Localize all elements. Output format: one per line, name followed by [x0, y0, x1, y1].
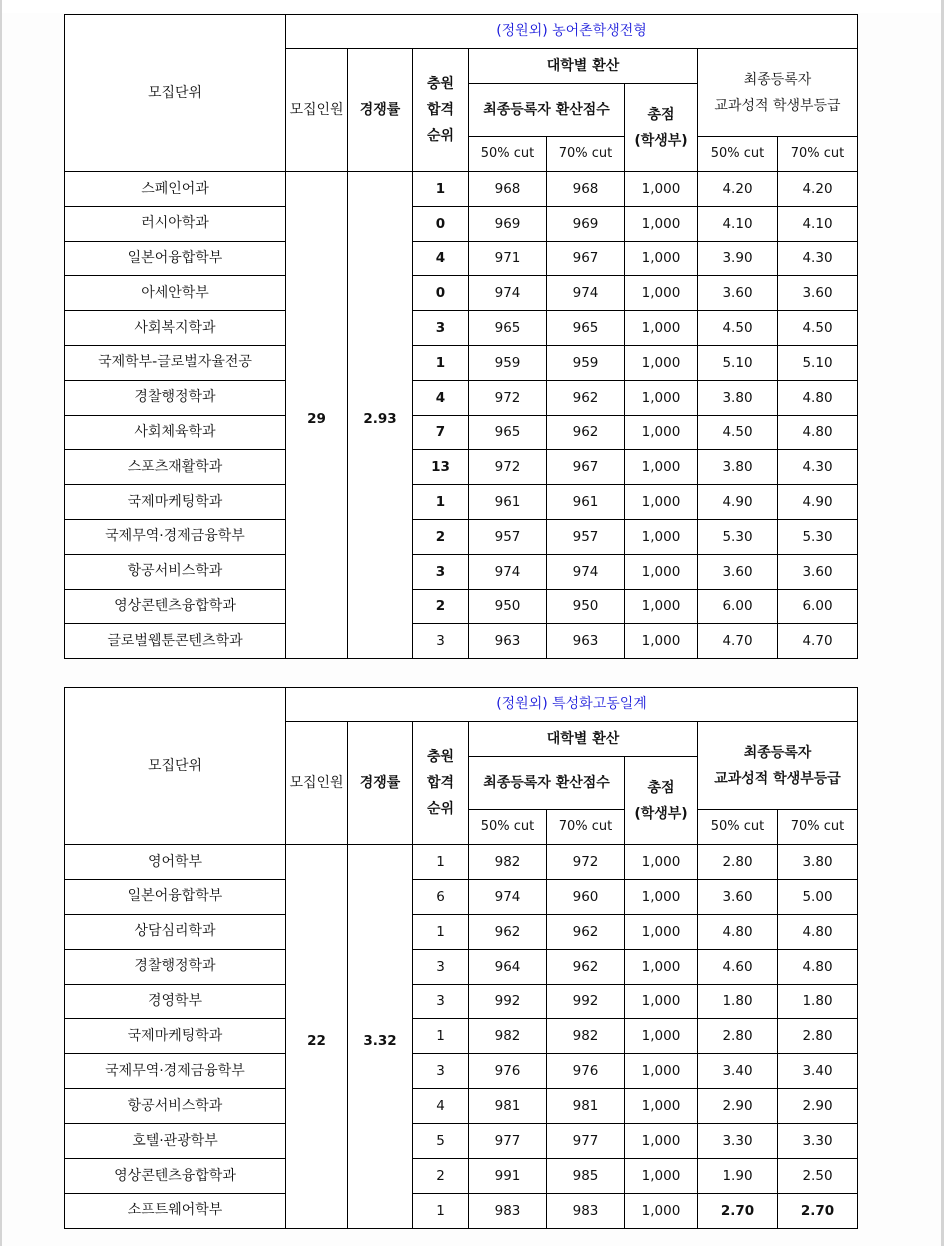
quota-header: 모집인원 — [286, 49, 348, 172]
table-row — [65, 589, 858, 624]
total-score-line2: (학생부) — [634, 805, 688, 822]
grade-70-cut: 4.30 — [778, 241, 858, 276]
final-conversion-score-header: 최종등록자 환산점수 — [469, 84, 625, 137]
grade-70-cut: 4.80 — [778, 380, 858, 415]
score-50-cut: 965 — [469, 415, 547, 450]
table-row — [65, 1089, 858, 1124]
score-50-cut: 969 — [469, 206, 547, 241]
total-score: 1,000 — [625, 172, 698, 207]
rank-value: 6 — [413, 879, 469, 914]
rank-header-line1: 충원 — [426, 76, 455, 92]
total-score-line2: (학생부) — [634, 132, 688, 149]
grade-50-cut: 4.90 — [698, 485, 778, 520]
dept-name: 상담심리학과 — [65, 914, 286, 949]
ratio-value: 2.93 — [348, 172, 413, 659]
score-70-cut: 977 — [547, 1124, 625, 1159]
total-score: 1,000 — [625, 949, 698, 984]
grade-70-cut: 3.30 — [778, 1124, 858, 1159]
score-50-cut: 981 — [469, 1089, 547, 1124]
score-50-cut-header: 50% cut — [469, 810, 547, 845]
table-row — [65, 345, 858, 380]
score-70-cut: 992 — [547, 984, 625, 1019]
rank-header-line2: 합격 — [426, 775, 455, 791]
total-score: 1,000 — [625, 276, 698, 311]
score-70-cut: 974 — [547, 554, 625, 589]
rank-value: 1 — [413, 345, 469, 380]
score-70-cut: 974 — [547, 276, 625, 311]
grade-50-cut: 4.10 — [698, 206, 778, 241]
rank-value: 0 — [413, 206, 469, 241]
score-50-cut: 972 — [469, 380, 547, 415]
table-row — [65, 554, 858, 589]
total-score: 1,000 — [625, 984, 698, 1019]
rank-value: 7 — [413, 415, 469, 450]
grade-50-cut: 5.30 — [698, 519, 778, 554]
unit-header: 모집단위 — [65, 688, 286, 845]
dept-name: 경영학부 — [65, 984, 286, 1019]
table-row — [65, 172, 858, 207]
rank-value: 3 — [413, 554, 469, 589]
grade-70-cut: 4.80 — [778, 949, 858, 984]
rank-header-line3: 순위 — [426, 128, 455, 144]
score-50-cut: 968 — [469, 172, 547, 207]
score-50-cut: 959 — [469, 345, 547, 380]
total-score: 1,000 — [625, 311, 698, 346]
score-70-cut: 976 — [547, 1054, 625, 1089]
total-score: 1,000 — [625, 1193, 698, 1228]
rank-value: 3 — [413, 984, 469, 1019]
table-row — [65, 1054, 858, 1089]
score-50-cut: 974 — [469, 276, 547, 311]
score-50-cut: 974 — [469, 554, 547, 589]
grade-50-cut: 4.80 — [698, 914, 778, 949]
total-score: 1,000 — [625, 519, 698, 554]
table-row — [65, 949, 858, 984]
rank-value: 4 — [413, 1089, 469, 1124]
grade-50-cut: 4.50 — [698, 415, 778, 450]
rank-value: 3 — [413, 1054, 469, 1089]
table-title: (정원외) 농어촌학생전형 — [286, 15, 858, 49]
admissions-table-1 — [64, 14, 858, 659]
dept-name: 국제무역·경제금융학부 — [65, 1054, 286, 1089]
grade-70-cut: 3.60 — [778, 276, 858, 311]
final-registrant-line2: 교과성적 학생부등급 — [714, 770, 841, 787]
rank-value: 13 — [413, 450, 469, 485]
table-row — [65, 845, 858, 880]
dept-name: 항공서비스학과 — [65, 1089, 286, 1124]
dept-name: 소프트웨어학부 — [65, 1193, 286, 1228]
grade-70-cut: 4.70 — [778, 624, 858, 659]
table-row — [65, 879, 858, 914]
grade-50-cut: 3.40 — [698, 1054, 778, 1089]
grade-70-cut: 4.80 — [778, 415, 858, 450]
rank-value: 4 — [413, 241, 469, 276]
grade-70-cut: 4.10 — [778, 206, 858, 241]
rank-value: 3 — [413, 949, 469, 984]
dept-name: 러시아학과 — [65, 206, 286, 241]
grade-50-cut: 3.30 — [698, 1124, 778, 1159]
grade-70-cut: 5.10 — [778, 345, 858, 380]
total-score: 1,000 — [625, 589, 698, 624]
grade-50-cut: 4.50 — [698, 311, 778, 346]
score-70-cut: 981 — [547, 1089, 625, 1124]
dept-name: 국제학부-글로벌자율전공 — [65, 345, 286, 380]
score-50-cut: 977 — [469, 1124, 547, 1159]
rank-value: 3 — [413, 624, 469, 659]
rank-value: 1 — [413, 172, 469, 207]
score-50-cut: 971 — [469, 241, 547, 276]
ratio-value: 3.32 — [348, 845, 413, 1229]
total-score-header — [625, 757, 698, 845]
score-70-cut: 983 — [547, 1193, 625, 1228]
grade-50-cut: 2.80 — [698, 1019, 778, 1054]
dept-name: 국제무역·경제금융학부 — [65, 519, 286, 554]
total-score: 1,000 — [625, 241, 698, 276]
ratio-header: 경쟁률 — [348, 49, 413, 172]
grade-50-cut: 3.60 — [698, 276, 778, 311]
dept-name: 항공서비스학과 — [65, 554, 286, 589]
rank-value: 1 — [413, 845, 469, 880]
grade-50-cut-header: 50% cut — [698, 137, 778, 172]
final-registrant-grade-header — [698, 722, 858, 810]
rank-header-line3: 순위 — [426, 801, 455, 817]
score-70-cut: 959 — [547, 345, 625, 380]
table-row — [65, 984, 858, 1019]
rank-value: 1 — [413, 1193, 469, 1228]
dept-name: 스페인어과 — [65, 172, 286, 207]
dept-name: 사회복지학과 — [65, 311, 286, 346]
table-row — [65, 1124, 858, 1159]
total-score-line1: 총점 — [647, 779, 675, 796]
dept-name: 국제마케팅학과 — [65, 485, 286, 520]
table-row — [65, 1019, 858, 1054]
total-score: 1,000 — [625, 554, 698, 589]
score-70-cut: 962 — [547, 380, 625, 415]
grade-70-cut: 4.80 — [778, 914, 858, 949]
table-row — [65, 206, 858, 241]
grade-50-cut: 4.20 — [698, 172, 778, 207]
grade-70-cut: 4.30 — [778, 450, 858, 485]
header-row-1 — [65, 15, 858, 49]
rank-value: 1 — [413, 485, 469, 520]
rank-value: 2 — [413, 519, 469, 554]
grade-50-cut: 3.60 — [698, 879, 778, 914]
grade-50-cut: 1.90 — [698, 1159, 778, 1194]
score-70-cut: 972 — [547, 845, 625, 880]
grade-50-cut: 6.00 — [698, 589, 778, 624]
score-70-cut: 968 — [547, 172, 625, 207]
rank-header-line1: 충원 — [426, 749, 455, 765]
grade-50-cut: 5.10 — [698, 345, 778, 380]
univ-conversion-header: 대학별 환산 — [469, 49, 698, 84]
dept-name: 일본어융합학부 — [65, 241, 286, 276]
total-score: 1,000 — [625, 879, 698, 914]
dept-name: 국제마케팅학과 — [65, 1019, 286, 1054]
rank-value: 1 — [413, 1019, 469, 1054]
rank-value: 1 — [413, 914, 469, 949]
grade-70-cut: 2.80 — [778, 1019, 858, 1054]
score-70-cut: 985 — [547, 1159, 625, 1194]
grade-70-cut: 6.00 — [778, 589, 858, 624]
table-row — [65, 311, 858, 346]
table-row — [65, 380, 858, 415]
rank-value: 2 — [413, 1159, 469, 1194]
table-row — [65, 624, 858, 659]
grade-70-cut: 1.80 — [778, 984, 858, 1019]
grade-70-cut: 4.50 — [778, 311, 858, 346]
grade-70-cut: 4.20 — [778, 172, 858, 207]
table-title: (정원외) 특성화고동일계 — [286, 688, 858, 722]
table-row — [65, 276, 858, 311]
grade-70-cut: 2.50 — [778, 1159, 858, 1194]
score-70-cut: 965 — [547, 311, 625, 346]
rank-value: 2 — [413, 589, 469, 624]
total-score: 1,000 — [625, 485, 698, 520]
score-70-cut: 957 — [547, 519, 625, 554]
score-70-cut: 967 — [547, 241, 625, 276]
total-score-header — [625, 84, 698, 172]
admissions-table-2 — [64, 687, 858, 1229]
table-row — [65, 485, 858, 520]
final-registrant-grade-header — [698, 49, 858, 137]
score-50-cut: 982 — [469, 845, 547, 880]
rank-header — [413, 49, 469, 172]
total-score: 1,000 — [625, 1054, 698, 1089]
score-70-cut: 950 — [547, 589, 625, 624]
header-row-1 — [65, 688, 858, 722]
score-50-cut: 964 — [469, 949, 547, 984]
grade-70-cut-header: 70% cut — [778, 137, 858, 172]
rank-header-line2: 합격 — [426, 102, 455, 118]
grade-50-cut: 3.80 — [698, 450, 778, 485]
table-row — [65, 241, 858, 276]
ratio-header: 경쟁률 — [348, 722, 413, 845]
total-score-line1: 총점 — [647, 106, 675, 123]
quota-header: 모집인원 — [286, 722, 348, 845]
final-conversion-score-header: 최종등록자 환산점수 — [469, 757, 625, 810]
total-score: 1,000 — [625, 206, 698, 241]
page-top-strip — [2, 0, 941, 13]
dept-name: 글로벌웹툰콘텐츠학과 — [65, 624, 286, 659]
table-row — [65, 450, 858, 485]
grade-70-cut: 4.90 — [778, 485, 858, 520]
grade-70-cut: 2.90 — [778, 1089, 858, 1124]
dept-name: 경찰행정학과 — [65, 380, 286, 415]
total-score: 1,000 — [625, 914, 698, 949]
score-70-cut: 961 — [547, 485, 625, 520]
grade-50-cut: 2.90 — [698, 1089, 778, 1124]
score-50-cut: 965 — [469, 311, 547, 346]
total-score: 1,000 — [625, 450, 698, 485]
quota-value: 29 — [286, 172, 348, 659]
grade-70-cut: 3.40 — [778, 1054, 858, 1089]
score-50-cut: 963 — [469, 624, 547, 659]
total-score: 1,000 — [625, 845, 698, 880]
score-70-cut-header: 70% cut — [547, 810, 625, 845]
score-50-cut-header: 50% cut — [469, 137, 547, 172]
final-registrant-line1: 최종등록자 — [743, 71, 812, 88]
final-registrant-line2: 교과성적 학생부등급 — [714, 97, 841, 114]
grade-50-cut: 1.80 — [698, 984, 778, 1019]
unit-header: 모집단위 — [65, 15, 286, 172]
grade-50-cut: 4.70 — [698, 624, 778, 659]
total-score: 1,000 — [625, 415, 698, 450]
score-50-cut: 957 — [469, 519, 547, 554]
rank-value: 5 — [413, 1124, 469, 1159]
score-50-cut: 976 — [469, 1054, 547, 1089]
total-score: 1,000 — [625, 380, 698, 415]
score-70-cut: 962 — [547, 949, 625, 984]
score-70-cut: 967 — [547, 450, 625, 485]
grade-50-cut: 3.60 — [698, 554, 778, 589]
table-row — [65, 415, 858, 450]
dept-name: 영상콘텐츠융합학과 — [65, 589, 286, 624]
dept-name: 영어학부 — [65, 845, 286, 880]
total-score: 1,000 — [625, 1019, 698, 1054]
score-50-cut: 974 — [469, 879, 547, 914]
table-row — [65, 1193, 858, 1228]
score-70-cut: 969 — [547, 206, 625, 241]
grade-50-cut: 3.80 — [698, 380, 778, 415]
grade-50-cut: 4.60 — [698, 949, 778, 984]
total-score: 1,000 — [625, 1089, 698, 1124]
dept-name: 호텔·관광학부 — [65, 1124, 286, 1159]
quota-value: 22 — [286, 845, 348, 1229]
grade-70-cut: 5.00 — [778, 879, 858, 914]
table-row — [65, 519, 858, 554]
dept-name: 영상콘텐츠융합학과 — [65, 1159, 286, 1194]
dept-name: 스포츠재활학과 — [65, 450, 286, 485]
table-row — [65, 1159, 858, 1194]
grade-70-cut: 3.60 — [778, 554, 858, 589]
grade-50-cut: 2.80 — [698, 845, 778, 880]
score-50-cut: 991 — [469, 1159, 547, 1194]
univ-conversion-header: 대학별 환산 — [469, 722, 698, 757]
dept-name: 경찰행정학과 — [65, 949, 286, 984]
grade-70-cut: 2.70 — [778, 1193, 858, 1228]
dept-name: 아세안학부 — [65, 276, 286, 311]
total-score: 1,000 — [625, 1124, 698, 1159]
table-row — [65, 914, 858, 949]
score-50-cut: 982 — [469, 1019, 547, 1054]
grade-50-cut-header: 50% cut — [698, 810, 778, 845]
final-registrant-line1: 최종등록자 — [743, 744, 812, 761]
score-70-cut: 960 — [547, 879, 625, 914]
rank-header — [413, 722, 469, 845]
rank-value: 0 — [413, 276, 469, 311]
grade-70-cut: 3.80 — [778, 845, 858, 880]
score-50-cut: 962 — [469, 914, 547, 949]
total-score: 1,000 — [625, 624, 698, 659]
score-50-cut: 961 — [469, 485, 547, 520]
score-70-cut: 963 — [547, 624, 625, 659]
grade-50-cut: 3.90 — [698, 241, 778, 276]
rank-value: 3 — [413, 311, 469, 346]
score-70-cut-header: 70% cut — [547, 137, 625, 172]
score-50-cut: 972 — [469, 450, 547, 485]
total-score: 1,000 — [625, 1159, 698, 1194]
grade-50-cut: 2.70 — [698, 1193, 778, 1228]
score-50-cut: 950 — [469, 589, 547, 624]
score-50-cut: 992 — [469, 984, 547, 1019]
rank-value: 4 — [413, 380, 469, 415]
score-70-cut: 982 — [547, 1019, 625, 1054]
score-70-cut: 962 — [547, 415, 625, 450]
score-50-cut: 983 — [469, 1193, 547, 1228]
score-70-cut: 962 — [547, 914, 625, 949]
total-score: 1,000 — [625, 345, 698, 380]
dept-name: 일본어융합학부 — [65, 879, 286, 914]
grade-70-cut: 5.30 — [778, 519, 858, 554]
grade-70-cut-header: 70% cut — [778, 810, 858, 845]
dept-name: 사회체육학과 — [65, 415, 286, 450]
